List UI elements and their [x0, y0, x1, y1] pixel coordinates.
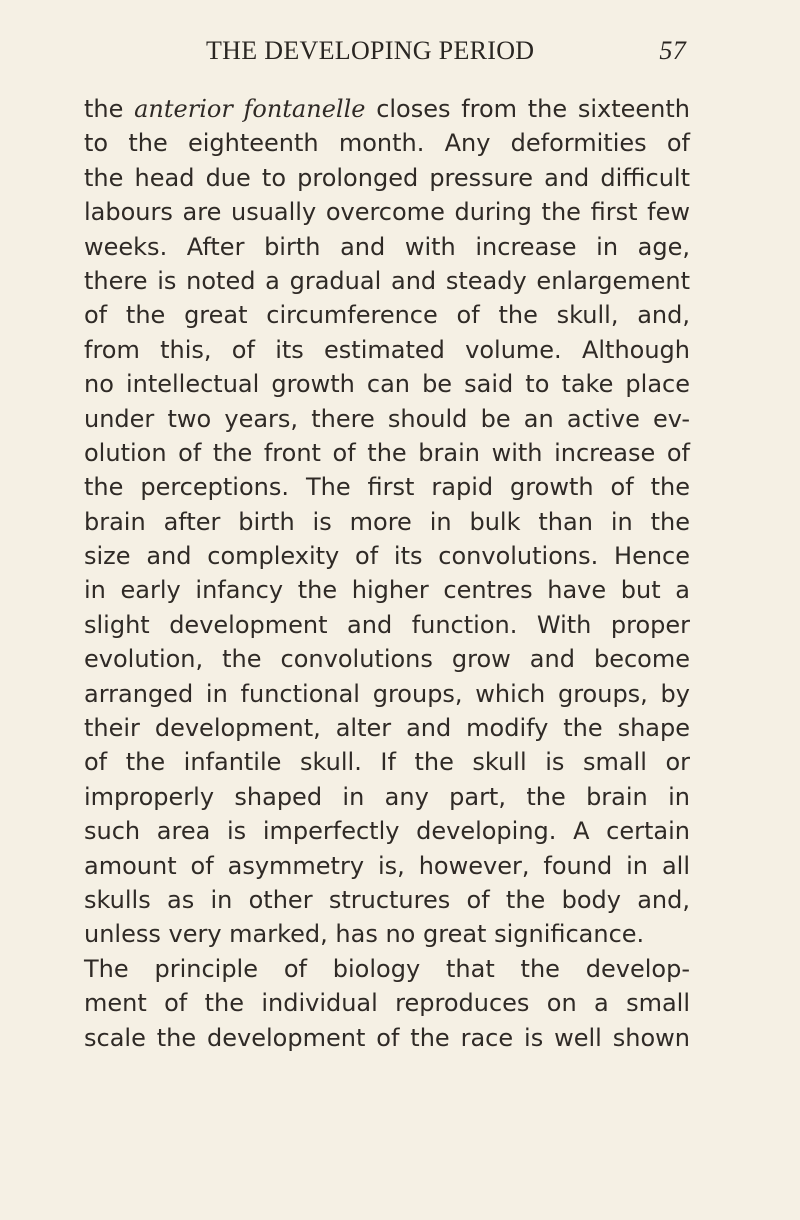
text-line: the head due to prolonged pressure and difficult [84, 163, 690, 192]
text-line: the perceptions. The first rapid growth of the [84, 473, 690, 502]
text-line: of the great circumference of the skull, and, [84, 301, 690, 330]
text-line: scale the development of the race is well shown [84, 1023, 690, 1052]
text-fragment: closes from the sixteenth [376, 95, 691, 123]
text-line [84, 92, 690, 126]
text-line: no intellectual growth can be said to take place [84, 370, 690, 399]
text-line: such area is imperfectly developing. A certain [84, 817, 690, 846]
running-title: THE DEVELOPING PERIOD [206, 36, 535, 65]
text-line: in early infancy the higher centres have but a [84, 576, 690, 605]
text-line: their development, alter and modify the shape [84, 714, 690, 743]
text-line: from this, of its estimated volume. Although [84, 335, 690, 364]
text-line: olution of the front of the brain with increase of [84, 438, 690, 467]
text-line: under two years, there should be an active ev- [84, 404, 690, 433]
text-line: amount of asymmetry is, however, found in all [84, 851, 690, 880]
text-line: evolution, the convolutions grow and become [84, 645, 690, 674]
text-line: The principle of biology that the develop- [84, 954, 690, 983]
text-line: improperly shaped in any part, the brain in [84, 782, 690, 811]
text-fragment: the [84, 95, 124, 123]
text-line: arranged in functional groups, which groups, by [84, 679, 690, 708]
text-line: unless very marked, has no great significance. [84, 920, 645, 949]
text-line: weeks. After birth and with increase in age, [84, 232, 690, 261]
text-line: brain after birth is more in bulk than in the [84, 507, 690, 536]
italic-term: anterior fontanelle [134, 95, 366, 123]
text-line: to the eighteenth month. Any deformities of [84, 129, 690, 158]
page-number: 57 [659, 36, 686, 65]
page-body [84, 92, 690, 1055]
text-line: ment of the individual reproduces on a small [84, 989, 690, 1018]
text-line: size and complexity of its convolutions. Hence [84, 542, 690, 571]
text-line: there is noted a gradual and steady enlargement [84, 266, 690, 295]
paragraph [84, 92, 690, 952]
text-line: of the infantile skull. If the skull is small or [84, 748, 690, 777]
text-line: labours are usually overcome during the first few [84, 198, 690, 227]
paragraph [84, 952, 690, 1055]
text-line: slight development and function. With proper [84, 610, 690, 639]
text-line: skulls as in other structures of the body and, [84, 885, 690, 914]
running-header [206, 36, 686, 76]
